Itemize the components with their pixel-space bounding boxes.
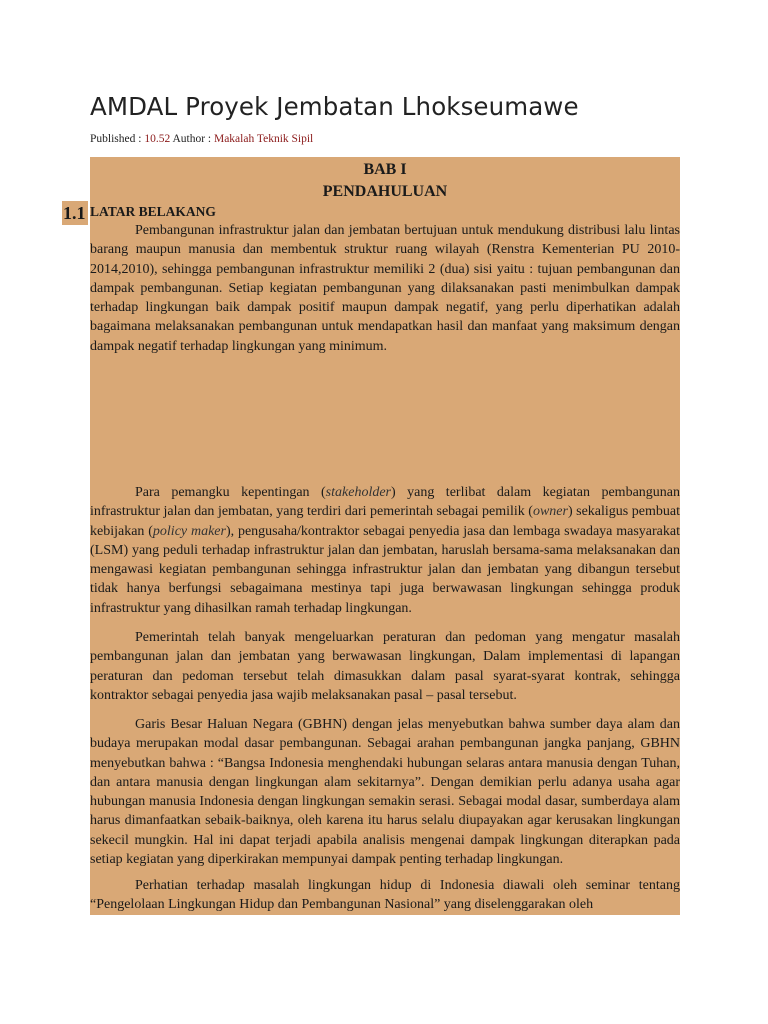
published-time-link[interactable]: 10.52 [144, 133, 171, 145]
paragraph-4: Garis Besar Haluan Negara (GBHN) dengan jelas menyebutkan bahwa sumber daya alam dan budaya merupakan modal dasar pembangunan. Sebagai arahan pembangunan jangka panjang, GBHN menyebutkan bahwa : “Bangsa Indonesia menghendaki hubungan selaras antara manusia dengan Tuhan, dan antara manusia dengan lingkungan alam sekitarnya”. Dengan demikian perlu adanya usaha agar hubungan manusia Indonesia dengan lingkungan semakin serasi. Sebagai modal dasar, sumberdaya alam harus dimanfaatkan sebaik-baiknya, oleh karena itu harus selalu diupayakan agar kerusakan lingkungan sekecil mungkin. Hal ini dapat terjadi apabila analisis mengenai dampak lingkungan diterapkan pada setiap kegiatan yang diperkirakan mempunyai dampak penting terhadap lingkungan. [90, 717, 680, 868]
paragraph-1: Pembangunan infrastruktur jalan dan jembatan bertujuan untuk mendukung distribusi lalu lintas barang maupun manusia dan membentuk struktur ruang wilayah (Renstra Kementerian PU 2010-2014,2010), sehingga pembangunan infrastruktur memiliki 2 (dua) sisi yaitu : tujuan pembangunan dan dampak pembangunan. Setiap kegiatan pembangunan yang dilaksanakan pasti menimbulkan dampak terhadap lingkungan baik dampak positif maupun dampak negatif, yang perlu diperhatikan adalah bagaimana melaksanakan pembangunan untuk mendapatkan hasil dan manfaat yang maksimum dengan dampak negatif terhadap lingkungan yang minimum. [90, 223, 680, 354]
author-label: Author : [172, 133, 212, 145]
author-link[interactable]: Makalah Teknik Sipil [213, 133, 314, 145]
paragraph-5: Perhatian terhadap masalah lingkungan hidup di Indonesia diawali oleh seminar tentang “Pengelolaan Lingkungan Hidup dan Pembangunan Nasional” yang diselenggarakan oleh [90, 878, 680, 913]
section-title: LATAR BELAKANG [90, 204, 216, 219]
paragraph-2-text-d: ), pengusaha/kontraktor sebagai penyedia jasa dan lembaga swadaya masyarakat (LSM) yang peduli terhadap infrastruktur jalan dan jembatan, haruslah bersama-sama melaksanakan dan mengawasi kegiatan pembangunan sehingga infrastruktur jalan dan jembatan yang dibangun tersebut tidak hanya berfungsi sebagaimana mestinya tapi juga berwawasan lingkungan sehingga produk infrastruktur yang dihasilkan ramah terhadap lingkungan. [90, 523, 680, 616]
paragraph-2-text-b: ) yang terlibat dalam kegiatan pembangunan infrastruktur jalan dan jembatan, yang terdiri dari pemerintah sebagai pemilik ( [90, 485, 680, 520]
section-number: 1.1 [63, 203, 86, 223]
paragraph-3: Pemerintah telah banyak mengeluarkan peraturan dan pedoman yang mengatur masalah pembangunan jalan dan jembatan yang berwawasan lingkungan, Dalam implementasi di lapangan peraturan dan pedoman tersebut telah dimasukkan dalam pasal syarat-syarat kontrak, sehingga kontraktor sebagai penyedia jasa wajib melaksanakan pasal – pasal tersebut. [90, 630, 680, 703]
term-owner: owner [532, 504, 568, 520]
paragraph-2-text-a: Para pemangku kepentingan ( [135, 485, 326, 500]
post-title: AMDAL Proyek Jembatan Lhokseumawe [90, 92, 579, 121]
term-policy-maker: policy maker [152, 523, 226, 539]
paragraph-2 [90, 483, 680, 618]
document-page [90, 157, 680, 915]
post-meta [90, 133, 313, 145]
term-stakeholder: stakeholder [325, 485, 391, 500]
paragraph-2-text-c: ) sekaligus pembuat kebijakan ( [90, 504, 680, 539]
chapter-title: PENDAHULUAN [322, 183, 448, 200]
published-label: Published : [90, 133, 142, 145]
chapter-number: BAB I [363, 161, 407, 178]
